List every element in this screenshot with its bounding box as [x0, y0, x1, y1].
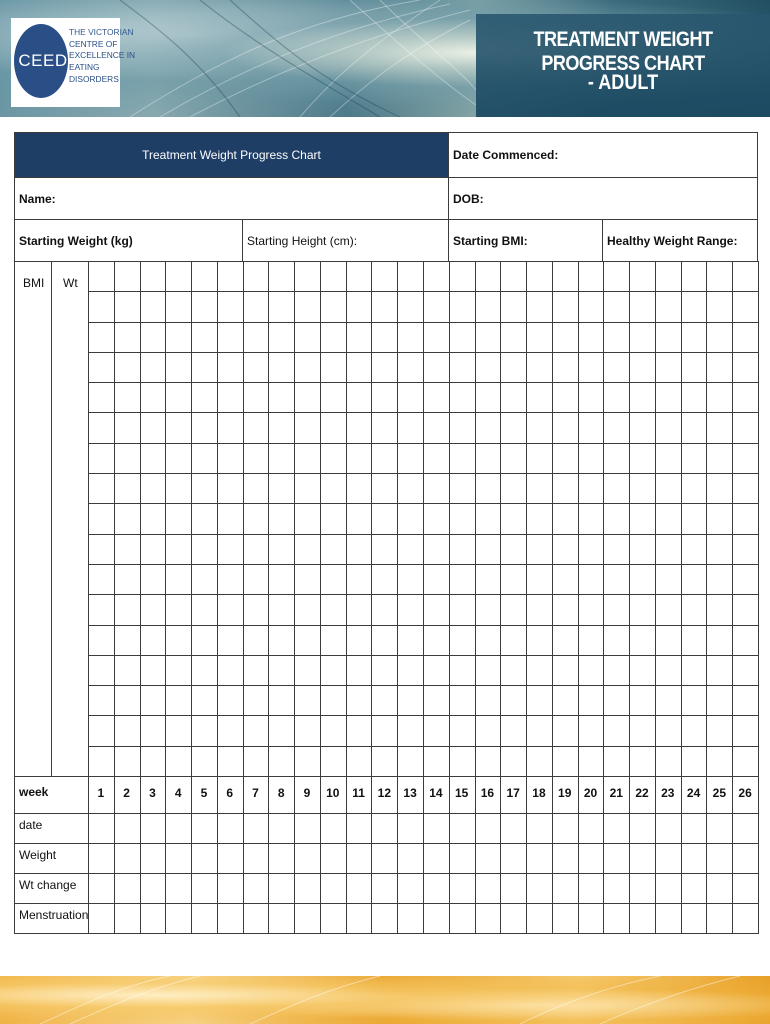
week-number: 25: [712, 786, 727, 800]
grid-vline: [655, 261, 656, 934]
week-number: 3: [149, 786, 156, 800]
dob-field[interactable]: [448, 177, 758, 220]
logo-line: CENTRE OF: [69, 38, 118, 49]
week-number: 1: [97, 786, 105, 800]
grid-vline: [475, 261, 476, 934]
grid-hline: [14, 873, 758, 874]
week-number: 8: [277, 786, 285, 800]
week-number: 5: [200, 786, 208, 800]
grid-hline: [14, 843, 758, 844]
starting-bmi-label: Starting BMI:: [453, 233, 528, 248]
grid-vline: [268, 261, 269, 934]
wt-column-label: Wt: [63, 276, 78, 290]
page-title: [476, 14, 770, 117]
week-number: 21: [609, 786, 623, 800]
week-number: 14: [429, 786, 443, 800]
menstruation-row-label: Menstruation: [19, 908, 89, 922]
week-row-label: week: [19, 785, 49, 799]
page-title-line-1: TREATMENT WEIGHT PROGRESS CHART: [533, 28, 713, 75]
week-number: 17: [506, 786, 520, 800]
grid-vline: [706, 261, 707, 934]
grid-vline: [191, 261, 192, 934]
logo-line: EATING: [69, 62, 100, 73]
grid-hline: [14, 933, 758, 934]
grid-vline: [629, 261, 630, 934]
logo-mark-text: CEED: [18, 51, 68, 70]
grid-vline: [165, 261, 166, 934]
week-number: 22: [635, 786, 649, 800]
week-number: 18: [532, 786, 546, 800]
grid-vline: [217, 261, 218, 934]
grid-vline: [397, 261, 398, 934]
wt-change-row-label: Wt change: [19, 878, 77, 892]
starting-weight-label: Starting Weight (kg): [19, 233, 133, 248]
week-number: 24: [686, 786, 701, 800]
grid-hline: [14, 813, 758, 814]
week-number: 4: [174, 786, 182, 800]
date-row-label: date: [19, 818, 43, 832]
bmi-column-label: BMI: [23, 276, 45, 290]
grid-vline: [732, 261, 733, 934]
header-banner: [0, 0, 770, 117]
starting-height-label: Starting Height (cm):: [247, 233, 358, 248]
grid-hline: [14, 903, 758, 904]
grid-hline: [14, 261, 758, 262]
date-commenced-label: Date Commenced:: [453, 148, 559, 162]
grid-vline: [294, 261, 295, 934]
grid-vline: [526, 261, 527, 934]
chart-title-cell: [14, 132, 449, 178]
logo-wordmark: [69, 27, 135, 86]
name-field[interactable]: [14, 177, 449, 220]
week-number: 7: [252, 786, 259, 800]
grid-vline: [449, 261, 450, 934]
week-number: 20: [583, 786, 598, 800]
week-number: 6: [226, 786, 234, 800]
starting-bmi-field[interactable]: [448, 219, 603, 262]
grid-vline: [552, 261, 553, 934]
footer-decorative-band: [0, 976, 770, 1024]
grid-vline: [500, 261, 501, 934]
logo-line: EXCELLENCE IN: [69, 50, 136, 61]
grid-vline: [371, 261, 372, 934]
grid-vline: [51, 261, 52, 776]
week-number: 11: [352, 786, 365, 800]
week-number: 12: [377, 786, 392, 800]
starting-height-field[interactable]: [242, 219, 449, 262]
logo-line: THE VICTORIAN: [69, 27, 134, 37]
week-number: 15: [454, 786, 469, 800]
ceed-logo: [11, 18, 136, 107]
grid-vline: [88, 261, 89, 934]
healthy-weight-range-label: Healthy Weight Range:: [607, 233, 738, 248]
grid-vline: [114, 261, 115, 934]
footer-feather-illustration: [0, 976, 770, 1024]
grid-vline: [758, 261, 759, 934]
week-number: 16: [480, 786, 495, 800]
grid-hline: [14, 776, 758, 777]
week-number: 26: [738, 786, 752, 800]
week-number: 9: [303, 786, 311, 800]
chart-title: Treatment Weight Progress Chart: [142, 148, 321, 162]
logo-line: DISORDERS: [69, 73, 119, 84]
weight-row-label: Weight: [19, 848, 57, 862]
healthy-weight-range-field[interactable]: [602, 219, 758, 262]
starting-weight-field[interactable]: [14, 219, 243, 262]
grid-vline: [423, 261, 424, 934]
grid-vline: [14, 261, 15, 934]
week-number: 19: [558, 786, 572, 800]
dob-label: DOB:: [453, 191, 484, 206]
grid-vline: [346, 261, 347, 934]
date-commenced-field[interactable]: [448, 132, 758, 178]
week-number: 2: [123, 786, 130, 800]
week-number: 10: [326, 786, 340, 800]
grid-vline: [243, 261, 244, 934]
grid-vline: [603, 261, 604, 934]
ceed-logo-mark: [14, 24, 68, 98]
grid-vline: [578, 261, 579, 934]
page-title-line-2: - ADULT: [587, 71, 659, 94]
grid-vline: [140, 261, 141, 934]
week-number: 23: [661, 786, 675, 800]
week-number: 13: [403, 786, 417, 800]
grid-vline: [681, 261, 682, 934]
name-label: Name:: [19, 191, 56, 206]
grid-vline: [320, 261, 321, 934]
